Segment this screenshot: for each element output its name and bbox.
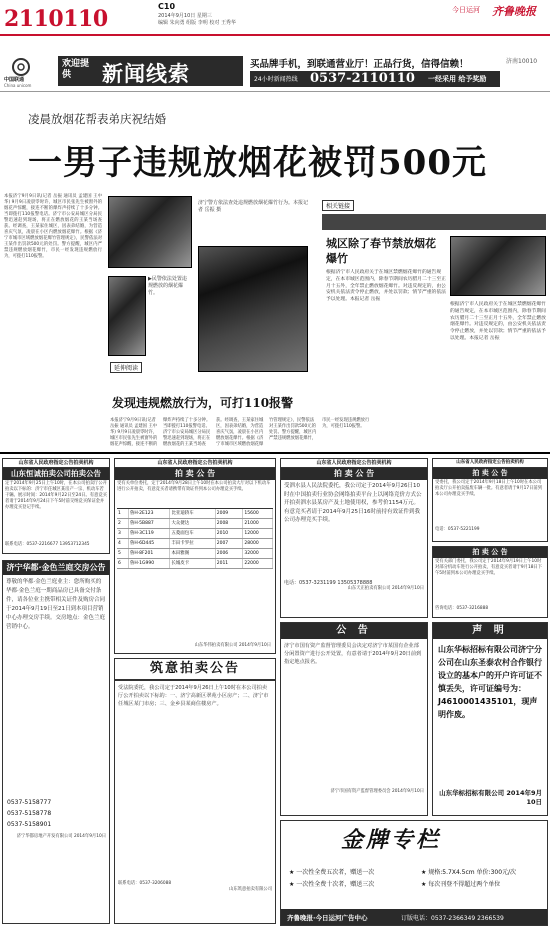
- ad-zhuyi-body: 受法院委托，我公司定于2014年9月26日上午10时在本公司拍卖厅公开拍卖以下标的：一、济宁高新区翠苑小区房产；二、济宁市任城区某门市房；三、金乡县某商住楼房产。: [118, 685, 269, 707]
- main-story-header: [0, 111, 550, 191]
- hotline-label: 24小时新闻热线: [254, 76, 298, 83]
- ad-hengxin: [2, 458, 110, 554]
- table-cell: 2007: [216, 539, 244, 548]
- ad-jinpai-phone: 订版电话：0537-2366349 2366539: [401, 915, 504, 922]
- ad-tianzheng-contact: 电话：0537-3231199 13505378888: [284, 580, 373, 586]
- side-caption: ▶民警依法处置违规燃放的烟花爆竹。: [148, 276, 187, 296]
- ad-shengming: [432, 622, 548, 816]
- table-row: [117, 529, 273, 539]
- side-story-headline: 城区除了春节禁放烟花爆竹: [326, 237, 436, 265]
- side-story-body-cont: 根据济宁市人民政府关于在城区禁燃烟花爆竹的通告规定，在本市城区范围内，除春节期间农历腊月二十三至正月十五外，全年禁止燃放烟花爆竹。对违反规定的，由公安机关依法责令停止燃放，并处以罚款；情节严重的依法予以处理。本报记者 岳振: [450, 302, 546, 341]
- main-story-body: 本报济宁9月9日讯(记者 岳振 通讯员 孟建国 王中华) 9月9日凌晨零时许，城区市民张先生被窗外的烟花声惊醒，接连不断的爆炸声持续了十多分钟。当即拨打110报警电话。济宁市公安局城区分局民警迅速赶到现场，将正在燃放烟花的王某当场查获。经调查，王某家住城区，因表弟结婚，为营造喜庆气氛，凌晨在小区内燃放烟花爆竹。根据《济宁市城市区域燃放烟花爆竹管理规定》，民警依法对王某作出罚款500元的处罚。警方提醒，城区内严禁违规燃放烟花爆竹，市民一经发现违规燃放行为，可拨打110报警。: [4, 194, 102, 259]
- ad-hengxin-header: 山东省人民政府指定公告拍卖机构: [3, 459, 109, 468]
- table-row: [117, 559, 273, 569]
- ad-tianzheng-footer: 山东天正拍卖有限公司 2014年9月10日: [347, 586, 424, 591]
- table-cell: 2008: [216, 519, 244, 528]
- hotline-dark-box: [58, 56, 243, 86]
- photo-caption: 济宁警方依法查处违规燃放烟花爆竹行为。本报记者 岳振 摄: [198, 200, 309, 213]
- ad-cars-footer: 山东华伟拍卖有限公司 2014年9月10日: [194, 643, 271, 648]
- table-cell: 4: [117, 539, 129, 548]
- table-cell: 32000: [243, 549, 273, 558]
- table-cell: 2009: [216, 509, 244, 518]
- editor-line: 编辑 朱向勇 组版 李明 校对 王秀华: [158, 20, 236, 26]
- table-cell: 2006: [216, 549, 244, 558]
- ad-cars-body: 受有关单位委托，定于2014年9月28日上午10时在本公司拍卖大厅对以下机动车进行公开拍卖，有意竞买者请携带有效证件到本公司办理竞买手续。: [117, 481, 271, 492]
- page-number: C10: [158, 2, 176, 11]
- photo-fireworks-small: [108, 276, 146, 356]
- unicom-ad-banner: [0, 52, 550, 92]
- ad-right-b-title: 拍 卖 公 告: [433, 547, 547, 558]
- side-story-photo-strip: [322, 214, 546, 230]
- ad-jinpai-footer: 齐鲁晚报·今日运河广告中心: [287, 914, 368, 922]
- phone-3: 0537-5158901: [7, 821, 52, 828]
- table-row: [117, 549, 273, 559]
- phone-2: 0537-5158778: [7, 810, 52, 817]
- masthead-rule: [0, 34, 550, 36]
- table-cell: 22000: [243, 559, 273, 568]
- ad-jinpai-footer-band: [281, 909, 547, 925]
- link-label: 延伸阅读: [110, 362, 142, 373]
- ad-cars-title: 拍 卖 公 告: [115, 468, 275, 480]
- ad-right-a-body: 受委托，我公司定于2014年9月18日上午10时在本公司拍卖厅公开拍卖报废车辆一批。有意者请于9月17日前到本公司办理竞买手续。: [435, 480, 543, 497]
- ad-hengxin-title: 山东恒诚拍卖公司拍卖公告: [3, 468, 109, 480]
- table-cell: 本田雅阁: [170, 549, 215, 558]
- ad-jinpai: [280, 820, 548, 926]
- hotline-phone: 0537-2110110: [310, 71, 415, 86]
- welcome-text: 欢迎提供: [62, 59, 90, 80]
- ad-shengming-body: 山东华标招标有限公司济宁分公司在山东圣泰农村合作银行设立的基本户的开户许可证不慎丢失，许可证编号为：J4610001435101，现声明作废。: [438, 645, 542, 719]
- table-cell: 2: [117, 519, 129, 528]
- table-cell: 6: [117, 559, 129, 568]
- ad-right-b-body: 受有关部门委托，我公司定于2014年9月19日上午10时对部分机动车进行公开拍卖，有意竞买者请于9月18日下午5时前到本公司办理竞买手续。: [435, 559, 543, 576]
- ad-gonggao-title: 公 告: [281, 623, 427, 639]
- unicom-slogan: 买品牌手机，到联通营业厅！正品行货，信得信赖！: [250, 59, 469, 70]
- ad-right-a-header: 山东省人民政府指定公告拍卖机构: [433, 459, 547, 468]
- ad-shengming-title: 声 明: [433, 623, 547, 639]
- photo-fireworks-box: [198, 246, 308, 372]
- ad-zhuyi-title: 筑意拍卖公告: [115, 659, 275, 681]
- masthead: [0, 0, 550, 38]
- table-cell: 鲁H·3C119: [129, 529, 170, 538]
- ad-jinpai-title: 金牌专栏: [341, 827, 442, 853]
- section-divider: [0, 452, 550, 454]
- table-cell: 21000: [243, 519, 273, 528]
- ad-right-a-contact: 电话：0537-5221199: [435, 527, 480, 532]
- ad-hengxin-body: 定于2014年9月25日上午10时，在本公司拍卖厅公开拍卖以下标的：济宁市任城区某房产一宗、机动车若干辆。展示时间：2014年9月22日至24日。有意竞买者请于2014年9月24日下午5时前交纳竞买保证金并办理竞买登记手续。: [5, 481, 107, 510]
- ad-auction-cars: [114, 458, 276, 654]
- ad-jinpai-line-1: ★ 一次性全费五次者，赠送一次: [289, 869, 375, 876]
- main-headline: 一男子违规放烟花被罚500元: [28, 143, 487, 183]
- ad-right-a: [432, 458, 548, 542]
- table-row: [117, 509, 273, 519]
- ad-tianzheng-title: 拍 卖 公 告: [281, 468, 427, 480]
- ad-tianzheng: [280, 458, 428, 618]
- ad-gonggao-footer: 济宁市国有资产监督管理委员会 2014年9月10日: [330, 789, 424, 794]
- hotline-tail: 一经采用 给予奖励: [428, 75, 487, 83]
- side-story-body: 根据济宁市人民政府关于在城区禁燃烟花爆竹的通告规定，在本市城区范围内，除春节期间农历腊月二十三至正月十五外，全年禁止燃放烟花爆竹。对违反规定的，由公安机关依法责令停止燃放，并处以罚款；情节严重的依法予以处理。本报记者 岳振: [326, 270, 446, 303]
- phone-1: 0537-5158777: [7, 799, 52, 806]
- ad-jiaofang-phones: [3, 795, 109, 832]
- table-cell: 鲁H·1G990: [129, 559, 170, 568]
- news-hotline-title: 新闻线索: [102, 61, 190, 86]
- table-cell: 3: [117, 529, 129, 538]
- main-subhead: 发现违规燃放行为，可打110报警: [112, 396, 294, 410]
- table-cell: 比亚迪轿车: [170, 509, 215, 518]
- table-cell: 鲁H·2E123: [129, 509, 170, 518]
- date-code: 2110110: [4, 6, 108, 32]
- ad-jiaofang-footer: 济宁华都房地产开发有限公司 2014年9月10日: [16, 834, 106, 839]
- unicom-brand-en: China unicom: [4, 83, 32, 88]
- ad-jinpai-line-4: ★ 每次刊登不得超过两个单位: [421, 881, 501, 888]
- table-cell: 鲁H·6D445: [129, 539, 170, 548]
- subhead-body: 本报济宁9月9日讯(记者 岳振 通讯员 孟建国 王中华) 9月9日凌晨零时许，城区市民张先生被窗外的烟花声惊醒，接连不断的爆炸声持续了十多分钟。当即拨打110报警电话。济宁市公安局城区分局民警迅速赶到现场，将正在燃放烟花的王某当场查获。经调查，王某家住城区，因表弟结婚，为营造喜庆气氛，凌晨在小区内燃放烟花爆竹。根据《济宁市城市区域燃放烟花爆竹管理规定》，民警依法对王某作出罚款500元的处罚。警方提醒，城区内严禁违规燃放烟花爆竹，市民一经发现违规燃放行为，可拨打110报警。: [110, 418, 370, 447]
- paper-logo: 齐鲁晚报: [492, 5, 536, 18]
- table-cell: 丰田卡罗拉: [170, 539, 215, 548]
- unicom-brand: 中国联通: [4, 77, 25, 83]
- table-row: [117, 519, 273, 529]
- table-cell: 12000: [243, 529, 273, 538]
- issue-info: 2014年9月10日 星期三: [158, 13, 212, 19]
- side-story-photo: [450, 236, 546, 296]
- section-name: 今日运河: [452, 6, 480, 14]
- phone-band: [250, 71, 500, 87]
- ad-shengming-footer: 山东华标招标有限公司 2014年9月10日: [439, 789, 542, 806]
- ad-tianzheng-header: 山东省人民政府指定公告拍卖机构: [281, 459, 427, 468]
- side-story: [322, 200, 546, 448]
- table-cell: 长城皮卡: [170, 559, 215, 568]
- ad-tianzheng-body: 受泗水县人民法院委托，我公司定于2014年9月26日10时在中国拍卖行业协会网络拍卖平台上以网络竞价方式公开拍卖泗水县某房产及土地使用权，参考价1154万元。有意竞买者请于2014年9月25日16时前持有效证件到我公司办理竞买手续。: [284, 483, 422, 523]
- main-kicker: 凌晨放烟花帮表弟庆祝结婚: [28, 112, 166, 126]
- ad-gonggao: [280, 622, 428, 816]
- table-row: [117, 539, 273, 549]
- ad-cars-table: [117, 508, 273, 569]
- ad-right-b-contact: 咨询电话：0537-3216888: [435, 606, 489, 611]
- ad-zhuyi: [114, 658, 276, 924]
- table-cell: 2010: [216, 529, 244, 538]
- photo-police-desk: [108, 196, 192, 268]
- table-cell: 1: [117, 509, 129, 518]
- ad-jiaofang-body: 尊敬的华都·金色兰庭业主：您所购买的华都·金色兰庭一期商品房已具备交付条件，请各位业主携带相关证件及购房合同于2014年9月19日至21日到本项目营销中心办理交房手续。交房地点：金色兰庭营销中心。: [6, 579, 106, 630]
- table-cell: 2011: [216, 559, 244, 568]
- table-cell: 鲁H·5B887: [129, 519, 170, 528]
- side-story-label: 相关链接: [322, 200, 354, 211]
- ad-right-b: [432, 546, 548, 618]
- table-cell: 大众捷达: [170, 519, 215, 528]
- ad-jiaofang-title: 济宁华都·金色兰庭交房公告: [3, 561, 109, 575]
- ad-zhuyi-contact: 联系电话：0537-3206088: [118, 881, 172, 886]
- ad-jinpai-line-2: ★ 一次性全费十次者，赠送三次: [289, 881, 375, 888]
- ad-right-a-title: 拍 卖 公 告: [433, 468, 547, 479]
- table-cell: 五菱面包车: [170, 529, 215, 538]
- ad-jiaofang: [2, 560, 110, 924]
- table-cell: 28000: [243, 539, 273, 548]
- table-cell: 鲁H·8F201: [129, 549, 170, 558]
- ad-zhuyi-footer: 山东筑意拍卖有限公司: [229, 887, 272, 892]
- table-cell: 15600: [243, 509, 273, 518]
- ad-cars-header: 山东省人民政府指定公告拍卖机构: [115, 459, 275, 468]
- ad-hengxin-contact: 联系电话：0537-2216677 13953712345: [5, 542, 90, 547]
- unicom-code: 济南10010: [506, 58, 538, 65]
- ad-gonggao-body: 济宁市国有资产监督管理委员会决定对济宁市某国有企业部分闲置资产进行公开处置，有意者请于2014年9月20日前到指定地点报名。: [284, 643, 422, 665]
- table-cell: 5: [117, 549, 129, 558]
- ad-jinpai-line-3: ★ 规格:5.7X4.5cm 单价:300元/次: [421, 869, 517, 876]
